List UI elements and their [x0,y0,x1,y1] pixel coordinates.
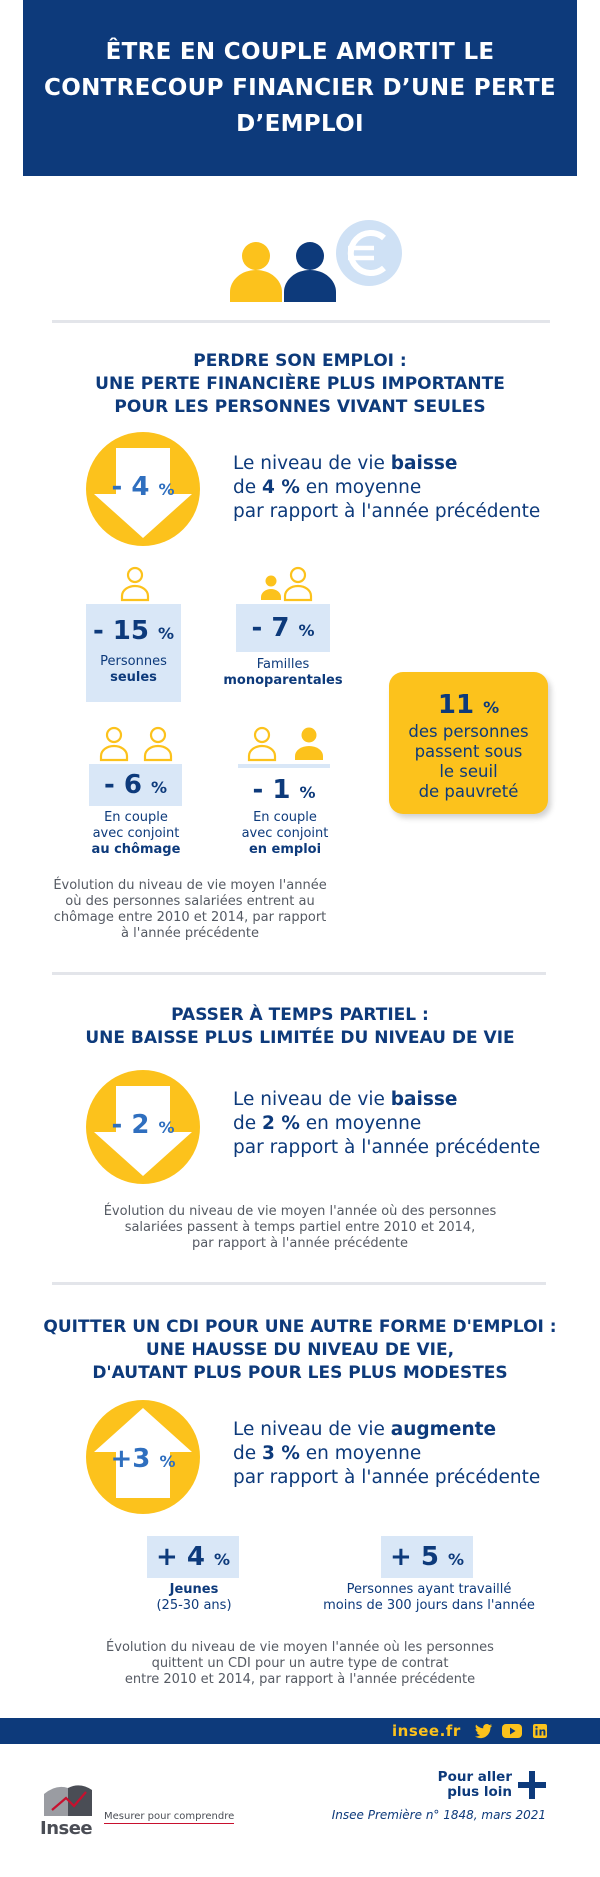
footer-bar [0,1718,600,1744]
plus-icon[interactable] [518,1771,546,1799]
couple-employed-icon [246,726,326,762]
poverty-callout [389,672,548,814]
section2-summary: Le niveau de vie baisse de 2 % en moyenne par rapport à l'année précédente [233,1089,541,1158]
insee-tagline: Mesurer pour comprendre [104,1811,235,1822]
linkedin-icon[interactable] [533,1724,547,1738]
stat-couple-unemployed: - 6 % [89,764,182,806]
stat-young: + 4 % [147,1536,239,1578]
main-value: - 2 % [111,1110,175,1140]
stat-couple-unemployed-label: En couple avec conjoint au chômage [91,810,181,857]
couple-outline-icon [98,726,178,762]
page-title: ÊTRE EN COUPLE AMORTIT LE CONTRECOUP FINANCIER D’UNE PERTE D’EMPLOI [44,39,556,137]
section3-title: QUITTER UN CDI POUR UNE AUTRE FORME D'EMPLOI : UNE HAUSSE DU NIVEAU DE VIE, D'AUTANT PLUS POUR LES PLUS MODESTES [43,1317,557,1383]
divider [52,972,546,975]
stat-couple-employed-label: En couple avec conjoint en emploi [241,810,329,857]
person-navy-icon [284,242,336,302]
decrease-circle [86,432,200,546]
stat-single-parent-label: Familles monoparentales [223,657,343,688]
poverty-value: 11 % [437,690,500,720]
site-link[interactable]: insee.fr [392,1722,461,1740]
section3-summary: Le niveau de vie augmente de 3 % en moyenne par rapport à l'année précédente [233,1419,541,1488]
youtube-icon[interactable] [502,1724,522,1738]
publication-reference: Insee Première n° 1848, mars 2021 [331,1808,546,1822]
hero-illustration [228,220,408,302]
title-banner [23,0,577,176]
section1-note: Évolution du niveau de vie moyen l'année où des personnes salariées entrent au chômage entre 2010 et 2014, par rapport à l'année précédente [53,878,327,941]
euro-coin-icon [336,220,402,286]
main-value: +3 % [110,1444,176,1474]
person-outline-icon [119,566,151,602]
section3-note: Évolution du niveau de vie moyen l'année où les personnes quittent un CDI pour un autre type de contrat entre 2010 et 2014, par rapport à l'année précédente [106,1640,494,1687]
section1-title: PERDRE SON EMPLOI : UNE PERTE FINANCIÈRE PLUS IMPORTANTE POUR LES PERSONNES VIVANT SEULES [95,351,505,417]
section2-title: PASSER À TEMPS PARTIEL : UNE BAISSE PLUS LIMITÉE DU NIVEAU DE VIE [85,1005,515,1048]
stat-couple-employed: - 1 % [252,775,316,805]
main-value: - 4 % [111,472,175,502]
stat-bar [238,764,330,768]
section1-summary: Le niveau de vie baisse de 4 % en moyenne par rapport à l'année précédente [233,453,541,522]
stat-low-workdays-label: Personnes ayant travaillé moins de 300 jours dans l'année [323,1582,535,1613]
divider [52,1282,546,1285]
poverty-text: des personnes passent sous le seuil de pauvreté [408,722,529,801]
section2-note: Évolution du niveau de vie moyen l'année où des personnes salariées passent à temps partiel entre 2010 et 2014, par rapport à l'année précédente [103,1204,497,1251]
decrease-circle [86,1070,200,1184]
twitter-icon[interactable] [475,1723,493,1739]
parent-child-icon [258,566,316,602]
insee-logo-text: Insee [40,1818,93,1839]
more-info-link[interactable]: Pour aller plus loin [437,1769,512,1800]
increase-circle [86,1400,200,1514]
stat-low-workdays: + 5 % [381,1536,473,1578]
stat-single-parent: - 7 % [236,604,330,652]
divider [52,320,550,323]
person-yellow-icon [230,242,282,302]
stat-young-label: Jeunes (25-30 ans) [156,1582,232,1613]
stat-single-persons: - 15 % Personnes seules [86,604,181,702]
insee-logo-icon [42,1780,94,1818]
